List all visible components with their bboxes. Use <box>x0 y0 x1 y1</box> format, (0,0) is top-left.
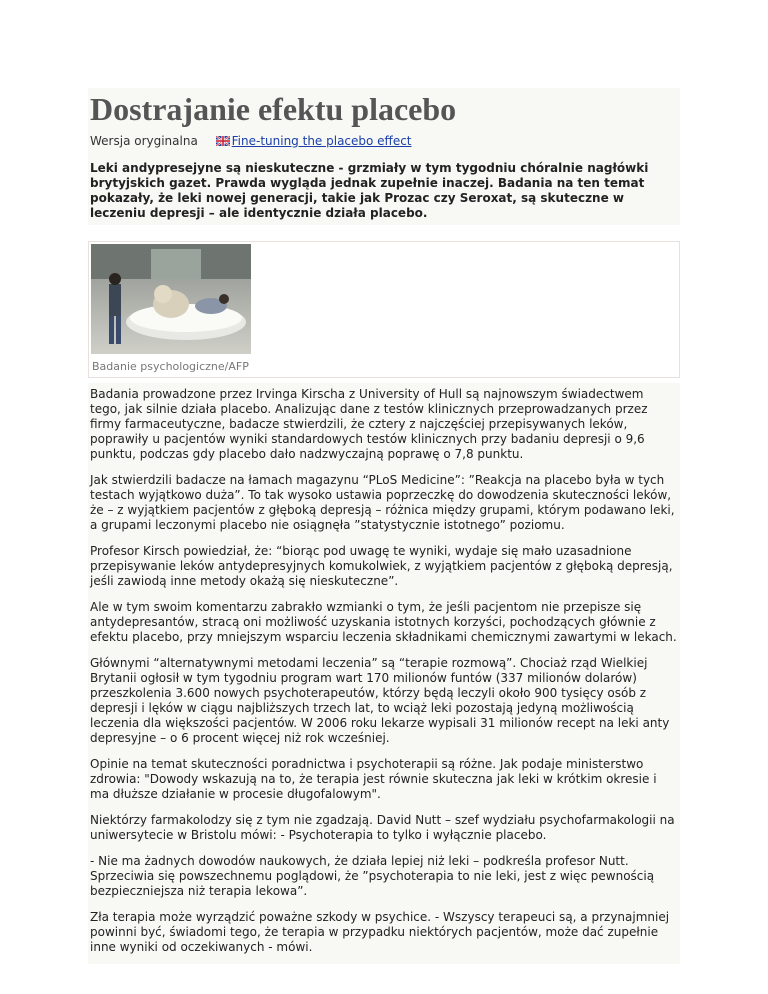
paragraph: Profesor Kirsch powiedział, że: “biorąc pod uwagę te wyniki, wydaje się mało uzasadnione przepisywanie leków antydepresyjnych komukolwiek, z wyjątkiem pacjentów z głęboką depresją, jeśli zawiodą inne metody okażą się nieskuteczne”. <box>88 542 680 598</box>
paragraph: Zła terapia może wyrządzić poważne szkody w psychice. - Wszyscy terapeuci są, a przynajmniej powinni być, świadomi tego, że terapia w przypadku niektórych pacjentów, może dać zupełnie inne wyniki od oczekiwanych - mówi. <box>88 908 680 964</box>
paragraph: - Nie ma żadnych dowodów naukowych, że działa lepiej niż leki – podkreśla profesor Nutt. Sprzeciwia się powszechnemu poglądowi, że ”psychoterapia to nie leki, jest z więc pewnością bezpieczniejsza niż terapia lekowa”. <box>88 852 680 908</box>
original-version-row <box>88 132 680 153</box>
photo-box <box>88 241 680 378</box>
article <box>88 88 680 964</box>
paragraph: Głównymi “alternatywnymi metodami leczenia” są “terapie rozmową”. Chociaż rząd Wielkiej Brytanii ogłosił w tym tygodniu program wart 170 milionów funtów (337 milionów dolarów) przeszkolenia 3.600 nowych psychoterapeutów, którzy będą leczyli około 900 tysięcy osób z depresji i lęków w ciągu najbliższych trzech lat, to wciąż leki pozostają jedyną możliwością leczenia dla większości pacjentów. W 2006 roku lekarze wypisali 31 milionów recept na leki anty depresyjne – o 6 procent więcej niż rok wcześniej. <box>88 654 680 755</box>
paragraph: Niektórzy farmakolodzy się z tym nie zgadzają. David Nutt – szef wydziału psychofarmakologii na uniwersytecie w Bristolu mówi: - Psychoterapia to tylko i wyłącznie placebo. <box>88 811 680 852</box>
original-version-link[interactable]: Fine-tuning the placebo effect <box>231 134 412 148</box>
page-title: Dostrajanie efektu placebo <box>88 88 680 132</box>
paragraph: Jak stwierdzili badacze na łamach magazynu “PLoS Medicine”: ”Reakcja na placebo była w tych testach wyjątkowo duża”. To tak wysoko ustawia poprzeczkę do dowodzenia skuteczności leków, że – z wyjątkiem pacjentów z głęboką depresją – różnica między grupami, którym podawano leki, a grupami leczonymi placebo nie osiągnęła ”statystycznie istotnego” poziomu. <box>88 471 680 542</box>
paragraph: Badania prowadzone przez Irvinga Kirscha z University of Hull są najnowszym świadectwem tego, jak silnie działa placebo. Analizując dane z testów klinicznych przeprowadzanych przez firmy farmaceutyczne, badacze stwierdzili, że cztery z najczęściej przepisywanych leków, poprawiły u pacjentów wyniki standardowych testów klinicznych przy badaniu depresji o 9,6 punktu, podczas gdy placebo dało nadzwyczajną poprawę o 7,8 punktu. <box>88 383 680 471</box>
article-photo <box>91 244 251 354</box>
uk-flag-icon <box>216 134 230 144</box>
paragraph: Opinie na temat skuteczności poradnictwa i psychoterapii są różne. Jak podaje ministerstwo zdrowia: "Dowody wskazują na to, że terapia jest równie skuteczna jak leki w krótkim okresie i ma dłuższe działanie w procesie długofalowym". <box>88 755 680 811</box>
paragraph: Ale w tym swoim komentarzu zabrakło wzmianki o tym, że jeśli pacjentom nie przepisze się antydepresantów, stracą oni możliwość uzyskania istotnych korzyści, pochodzących głównie z efektu placebo, przy mniejszym wsparciu leczenia składnikami chemicznymi zawartymi w lekach. <box>88 598 680 654</box>
article-lead: Leki andypresejyne są nieskuteczne - grzmiały w tym tygodniu chóralnie nagłówki brytyjskich gazet. Prawda wygląda jednak zupełnie inaczej. Badania na ten temat pokazały, że leki nowej generacji, takie jak Prozac czy Seroxat, są skuteczne w leczeniu depresji – ale identycznie działa placebo. <box>88 153 680 225</box>
photo-caption: Badanie psychologiczne/AFP <box>92 360 249 373</box>
original-version-label: Wersja oryginalna <box>90 134 198 148</box>
